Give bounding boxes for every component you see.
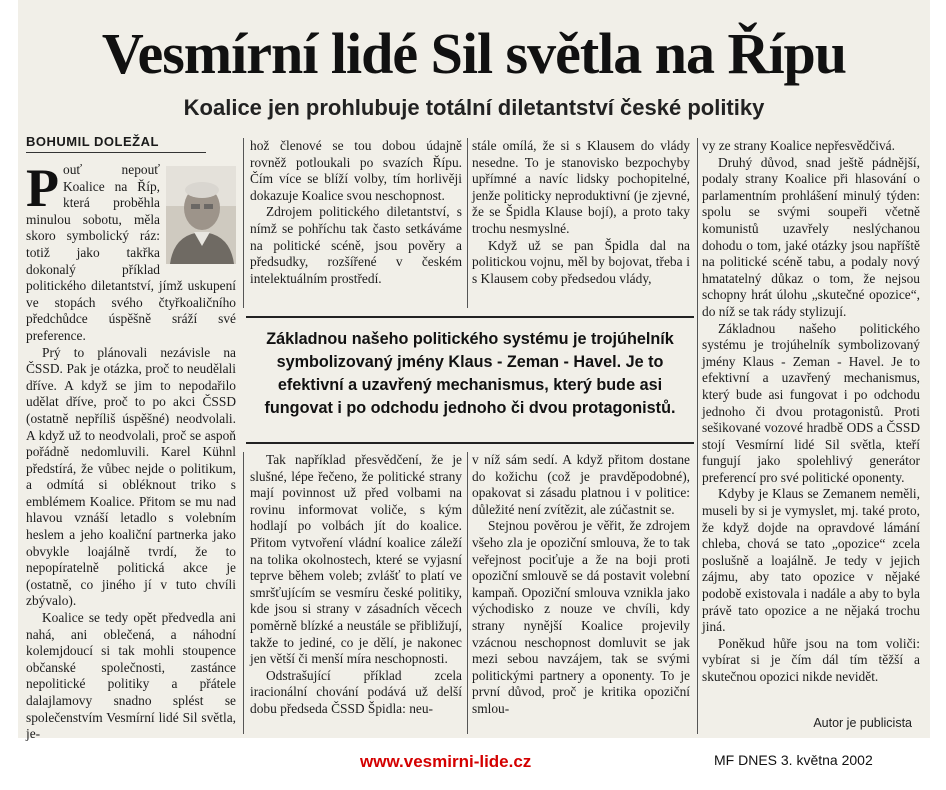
pull-quote-text: Základnou našeho politického systému je trojúhelník symbolizovaný jmény Klaus - Zeman - Havel. Je to efektivní a uzavřený mechanismus, který bude asi fungovat i po odchodu jednoho či dvou protagonistů.	[264, 330, 676, 417]
column-divider	[467, 138, 468, 308]
paragraph: Koalice se tedy opět předvedla ani nahá, ani oblečená, a náhodní kolemjdoucí si tak mohli stoupence občanské společnosti, zastánce nepolitické politiky a přátele dalajlamovy snadno splést se společenstvím Vesmírní lidé Sil světla, je-	[26, 610, 236, 742]
paragraph: v níž sám sedí. A když přitom dostane do kožichu (což je pravděpodobné), opakovat si zásadu platnou i v politice: důležité není zvítězit, ale zúčastnit se.	[472, 452, 690, 517]
column-2-bottom	[250, 452, 462, 732]
paragraph: Když už se pan Špidla dal na politickou vojnu, měl by bojovat, třeba i s Klausem coby předsedou vlády,	[472, 237, 690, 286]
column-divider	[697, 138, 698, 734]
drop-cap: P	[26, 158, 59, 218]
paragraph: Odstrašující příklad zcela iracionální chování podává už delší dobu předseda ČSSD Špidla: neu-	[250, 667, 462, 716]
paragraph: Kdyby je Klaus se Zemanem neměli, museli by si je vymyslet, mj. také proto, že když dojde na opravdové lámání chleba, chová se tato „opozice“ zcela poslušně a loajálně. Je tedy v jejich zájmu, aby tato opozice v nějaké podobě existovala i nadále a aby to byla právě tato opozice a ne nějaká trochu jiná.	[702, 486, 920, 635]
column-4	[702, 138, 920, 738]
column-2-top	[250, 138, 462, 308]
paragraph: Druhý důvod, snad ještě pádnější, podaly strany Koalice při hlasování o parlamentním prohlášení minulý týden: spolu se svými soupeři včetně komunistů uzavřely neslýchanou dohodu o tom, jaké otázky jsou napříště na politické scéně tabu, a podaly nový hmatatelný důkaz o tom, že nejsou schopny hrát úlohu „skutečné opozice“, do níž se tak rády stylizují.	[702, 154, 920, 319]
author-photo	[166, 166, 236, 264]
paragraph: vy ze strany Koalice nepřesvědčivá.	[702, 138, 895, 153]
column-divider	[467, 452, 468, 734]
author-byline: BOHUMIL DOLEŽAL	[26, 134, 206, 153]
paragraph: Základnou našeho politického systému je trojúhelník symbolizovaný jmény Klaus - Zeman - Havel. Je to efektivní a uzavřený mechanismus, který bude asi fungovat i po odchodu jednoho či dvou protagonistů. Proti sešikované vozové hradbě ODS a ČSSD stojí Vesmírní lidé Sil světla, kteří fungují jako spolehlivý generátor preferencí pro své politické oponenty.	[702, 320, 920, 485]
paragraph: stále omílá, že si s Klausem do vlády nesedne. To je stanovisko bezpochyby upřímné a navíc lidsky pochopitelné, jenže politicky neproduktivní (je zjevné, že se Špidla Klause bojí), a proto taky trochu nesmyslné.	[472, 138, 690, 236]
paragraph: ouť nepouť Koalice na Říp, která proběhla minulou sobotu, měla skoro symbolický ráz: totiž jako takřka dokonalý příklad politického diletantství, jímž uskupení ve stopách svého čtyřkoaličního předchůdce úspěšně sráží své preference.	[26, 162, 236, 343]
paragraph: Prý to plánovali nezávisle na ČSSD. Pak je otázka, proč to neudělali dříve. A když se jim to nepodařilo udělat dříve, proč to po akci ČSSD (ostatně nepříliš úspěšné) neodvolali. A když už to neodvolali, proč se aspoň pořádně nedomluvili. Karel Kühnl předstírá, že vůbec nejde o politikum, a odmítá si obléknout triko s emblémem Koalice. Přitom se mu nad hlavou vznáší letadlo s volebním heslem a jeho koaliční partnerka jako obvykle loajálně tvrdí, že to nepopíratelně politická akce je (ostatně, co jiného jí v tuto chvíli zbývalo).	[26, 344, 236, 609]
paragraph: Stejnou pověrou je věřit, že zdrojem všeho zla je opoziční smlouva, že to tak veřejnost pociťuje a že na boji proti opoziční smlouvě se dá postavit volební kampaň. Opoziční smlouva vznikla jako východisko z nouze ve chvíli, kdy strany nynější Koalice projevily vzácnou neschopnost domluvit se jak mezi sebou navzájem, tak se svými politickými partnery a oponenty. To je první důvod, proč je kritika opoziční smlou-	[472, 518, 690, 716]
column-3-top	[472, 138, 690, 308]
column-3-bottom	[472, 452, 690, 734]
article-subheadline: Koalice jen prohlubuje totální diletantství české politiky	[183, 95, 765, 120]
source-citation: MF DNES 3. května 2002	[714, 752, 873, 768]
paragraph: hož členové se tou dobou údajně rovněž potloukali po svazích Řípu. Čím více se blíží volby, tím horlivěji dokazuje Koalice svou neschopnost.	[250, 138, 462, 203]
article-headline: Vesmírní lidé Sil světla na Řípu	[101, 21, 847, 86]
column-divider	[243, 138, 244, 308]
website-link[interactable]: www.vesmirni-lide.cz	[360, 752, 532, 771]
paragraph: Zdrojem politického diletantství, s nímž se pohříchu tak často setkáváme na politické scéně, jsou pověry a předsudky, rozšířené v českém intelektuálním prostředí.	[250, 204, 462, 286]
paragraph: Tak například přesvědčení, že je slušné, lépe řečeno, že politické strany mají povinnost už před volbami na rovinu informovat voliče, s kým hodlají po volbách jít do koalice. Přitom vytvoření vládní koalice záleží na tolika okolnostech, které se vyjasní teprve během voleb; zvlášť to platí ve smršťujícím se vesmíru české politiky, kde jsou si strany v zásadních věcech poměrně blízké a neustále se přibližují, takže to jediné, co je dělí, je nakonec jen větší či menší míra neschopnosti.	[250, 452, 462, 667]
column-1	[26, 158, 236, 742]
author-note: Autor je publicista	[813, 716, 912, 730]
paragraph: Poněkud hůře jsou na tom voliči: vybírat si je čím dál tím těžší a skutečnou opozici nikde nevidět.	[702, 635, 920, 684]
pull-quote	[246, 316, 694, 444]
column-divider	[243, 452, 244, 734]
